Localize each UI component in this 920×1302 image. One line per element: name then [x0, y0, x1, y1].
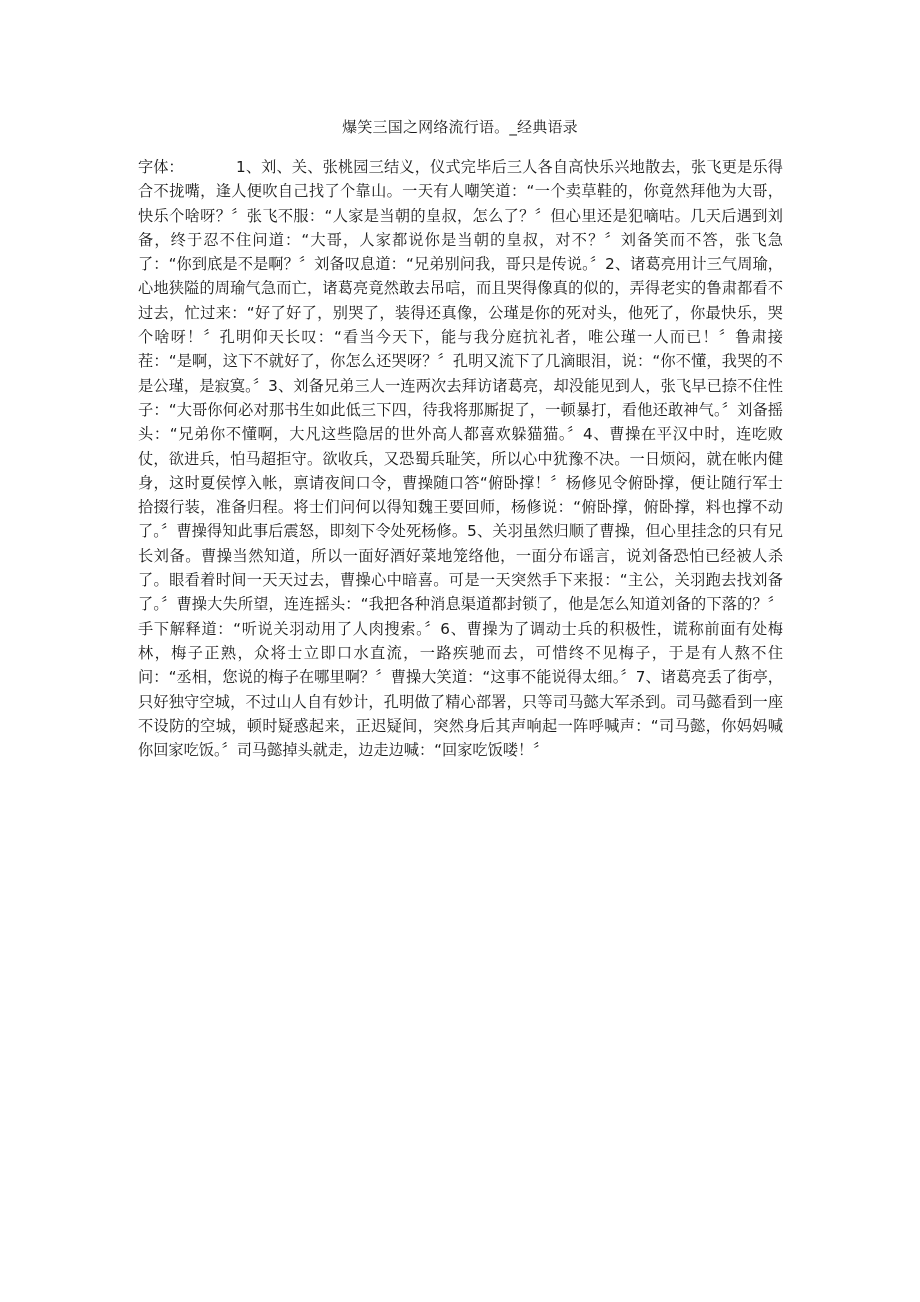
document-body [138, 155, 783, 762]
font-label: 字体： [138, 158, 184, 176]
body-paragraph: 1、刘、关、张桃园三结义，仪式完毕后三人各自高快乐兴地散去，张飞更是乐得合不拢嘴，逢人便吹自己找了个靠山。一天有人嘲笑道：“一个卖草鞋的，你竟然拜他为大哥，快乐个啥呀？〞张飞不服：“人家是当朝的皇叔，怎么了？〞但心里还是犯嘀咕。几天后遇到刘备，终于忍不住问道：“大哥，人家都说你是当朝的皇叔，对不？〞刘备笑而不答，张飞急了：“你到底是不是啊？〞刘备叹息道：“兄弟别问我，哥只是传说。〞2、诸葛亮用计三气周瑜，心地狭隘的周瑜气急而亡，诸葛亮竟然敢去吊唁，而且哭得像真的似的，弄得老实的鲁肃都看不过去，忙过来：“好了好了，别哭了，装得还真像，公瑾是你的死对头，他死了，你最快乐，哭个啥呀！〞孔明仰天长叹：“看当今天下，能与我分庭抗礼者，唯公瑾一人而已！〞鲁肃接茬：“是啊，这下不就好了，你怎么还哭呀？〞孔明又流下了几滴眼泪，说：“你不懂，我哭的不是公瑾，是寂寞。〞3、刘备兄弟三人一连两次去拜访诸葛亮，却没能见到人，张飞早已捺不住性子：“大哥你何必对那书生如此低三下四，待我将那厮捉了，一顿暴打，看他还敢神气。〞刘备摇头：“兄弟你不懂啊，大凡这些隐居的世外高人都喜欢躲猫猫。〞4、曹操在平汉中时，连吃败仗，欲进兵，怕马超拒守。欲收兵，又恐蜀兵耻笑，所以心中犹豫不决。一日烦闷，就在帐内健身，这时夏侯惇入帐，禀请夜间口令，曹操随口答“俯卧撑！〞杨修见令俯卧撑，便让随行军士拾掇行装，准备归程。将士们问何以得知魏王要回师，杨修说：“俯卧撑，俯卧撑，料也撑不动了。〞曹操得知此事后震怒，即刻下令处死杨修。5、关羽虽然归顺了曹操，但心里挂念的只有兄长刘备。曹操当然知道，所以一面好酒好菜地笼络他，一面分布谣言，说刘备恐怕已经被人杀了。眼看着时间一天天过去，曹操心中暗喜。可是一天突然手下来报：“主公，关羽跑去找刘备了。〞曹操大失所望，连连摇头：“我把各种消息渠道都封锁了，他是怎么知道刘备的下落的？〞手下解释道：“听说关羽动用了人肉搜索。〞6、曹操为了调动士兵的积极性，谎称前面有处梅林，梅子正熟，众将士立即口水直流，一路疾驰而去，可惜终不见梅子，于是有人熬不住问：“丞相，您说的梅子在哪里啊？〞曹操大笑道：“这事不能说得太细。〞7、诸葛亮丢了街亭，只好独守空城，不过山人自有妙计，孔明做了精心部署，只等司马懿大军杀到。司马懿看到一座不设防的空城，顿时疑惑起来，正迟疑间，突然身后其声响起一阵呼喊声：“司马懿，你妈妈喊你回家吃饭。〞司马懿掉头就走，边走边喊：“回家吃饭喽！〞 [138, 158, 783, 760]
document-title: 爆笑三国之网络流行语。_经典语录 [342, 118, 578, 136]
